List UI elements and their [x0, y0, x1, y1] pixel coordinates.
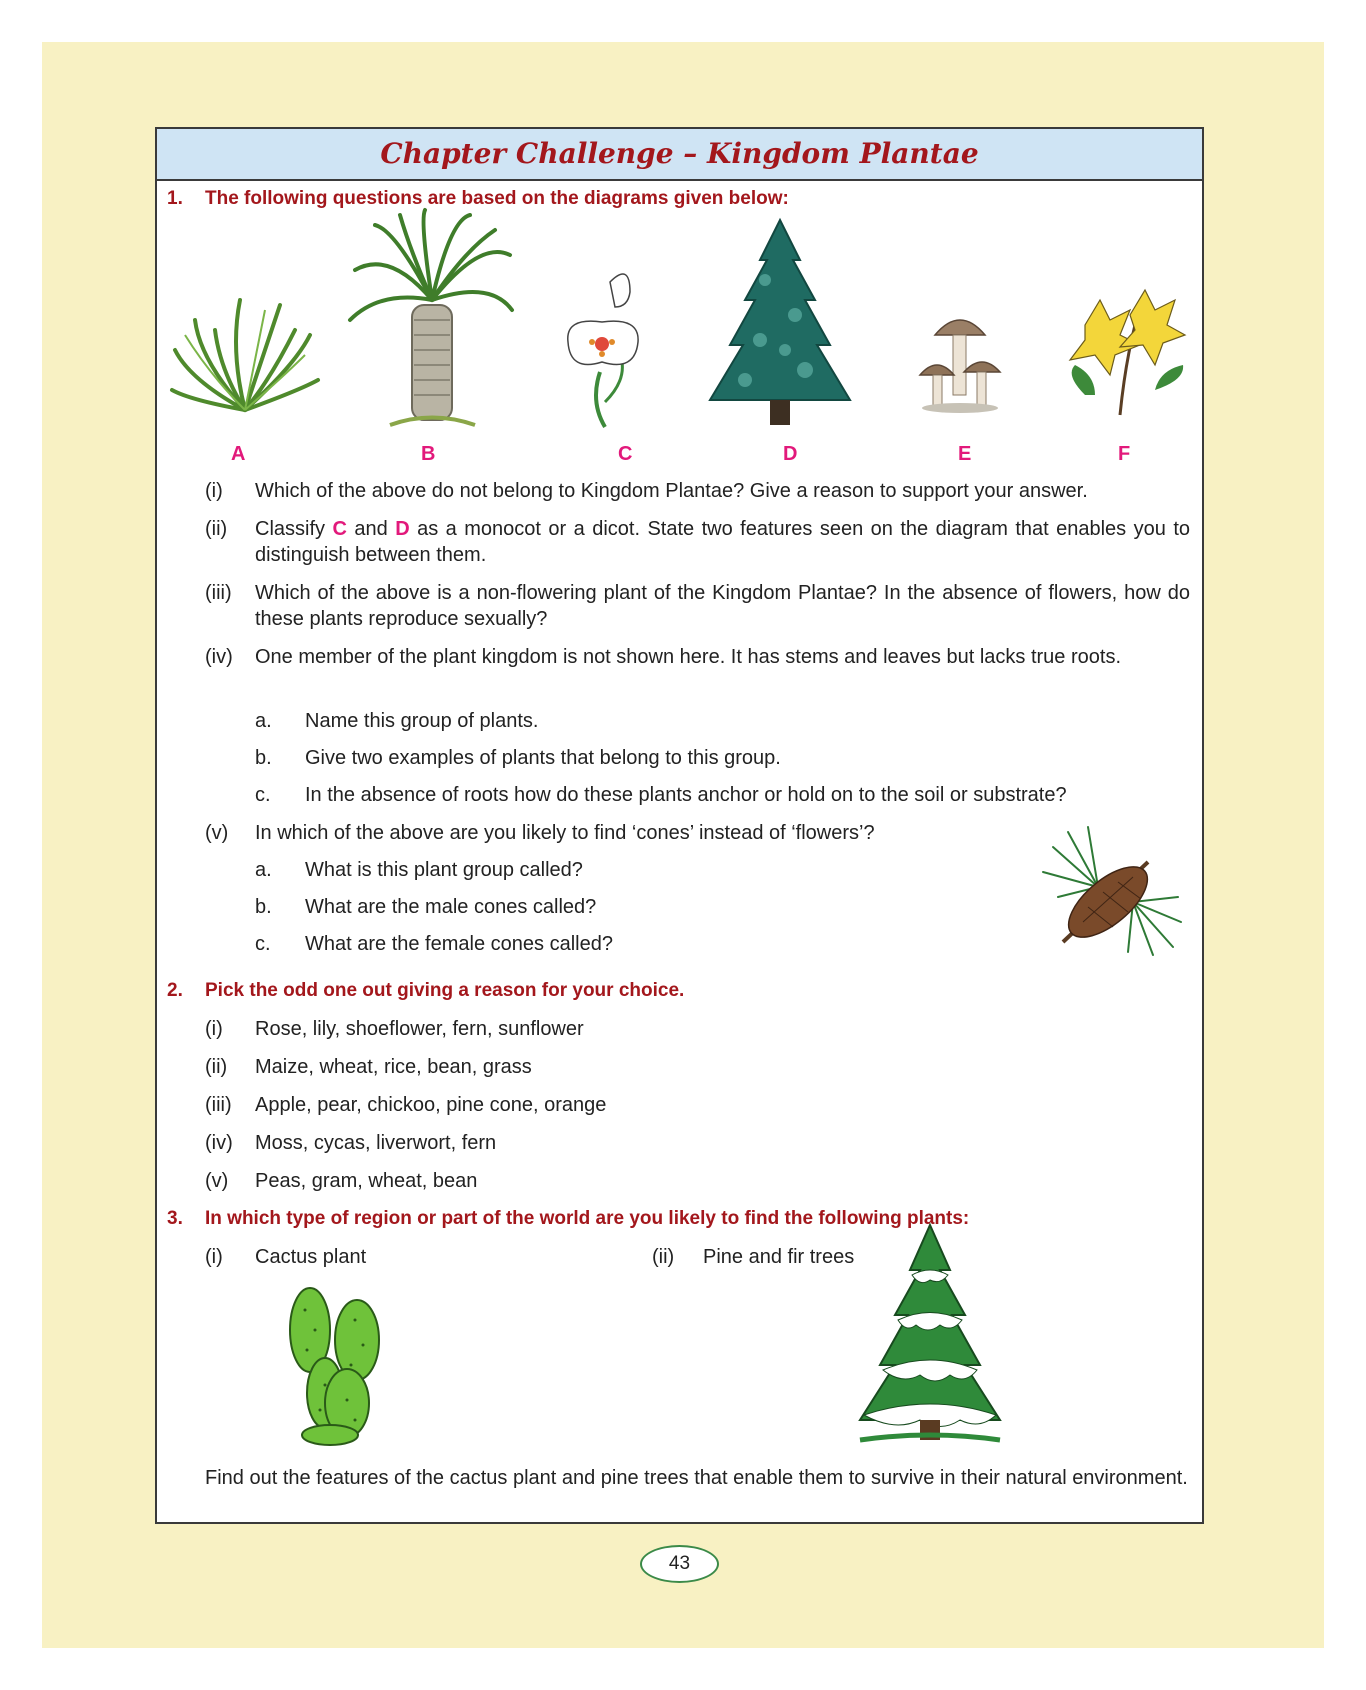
lily-flower-illustration — [560, 262, 645, 432]
sub-item-letter: c. — [255, 784, 271, 806]
q1-item-num: (iv) — [205, 646, 233, 668]
conifer-tree-illustration — [705, 220, 855, 430]
sub-item-text: What are the female cones called? — [305, 933, 613, 955]
q2-item-text: Moss, cycas, liverwort, fern — [255, 1132, 497, 1154]
q1-item-num: (v) — [205, 822, 229, 844]
q1-heading: The following questions are based on the diagrams given below: — [205, 188, 789, 209]
plant-label-e: E — [958, 443, 972, 465]
sub-item-letter: c. — [255, 933, 271, 955]
q3-heading: In which type of region or part of the world are you likely to find the following plants: — [205, 1208, 970, 1229]
q3-item-num: (i) — [205, 1246, 223, 1268]
plant-label-d: D — [783, 443, 798, 465]
mushroom-illustration — [920, 310, 1000, 420]
q2-item-text: Peas, gram, wheat, bean — [255, 1170, 478, 1192]
q2-item-num: (ii) — [205, 1056, 228, 1078]
q1-item-text: Which of the above is a non-flowering plant of the Kingdom Plantae? In the absence of flowers, how do these plants reproduce sexually? — [255, 582, 1190, 630]
q2-item-num: (v) — [205, 1170, 229, 1192]
q3-footer-text: Find out the features of the cactus plant and pine trees that enable them to survive in their natural environment. — [205, 1467, 1188, 1489]
sub-item-text: Name this group of plants. — [305, 710, 539, 732]
cycas-illustration — [350, 210, 515, 430]
q2-item-text: Apple, pear, chickoo, pine cone, orange — [255, 1094, 607, 1116]
q2-item-text: Rose, lily, shoeflower, fern, sunflower — [255, 1018, 584, 1040]
fern-illustration — [170, 290, 320, 420]
q1-item-text: Which of the above do not belong to Kingdom Plantae? Give a reason to support your answer. — [255, 480, 1088, 502]
cactus-illustration — [285, 1285, 385, 1440]
q1-item-text: In which of the above are you likely to find ‘cones’ instead of ‘flowers’? — [255, 822, 875, 844]
q2-item-num: (i) — [205, 1018, 223, 1040]
q3-item-text: Pine and fir trees — [703, 1246, 855, 1268]
yellow-flower-illustration — [1055, 285, 1190, 420]
plant-label-c: C — [618, 443, 633, 465]
q1-item-num: (i) — [205, 480, 223, 502]
sub-item-text: Give two examples of plants that belong to this group. — [305, 747, 781, 769]
page-title: Chapter Challenge – Kingdom Plantae — [380, 137, 979, 170]
q1-number: 1. — [167, 188, 183, 209]
q2-item-num: (iv) — [205, 1132, 233, 1154]
page-number: 43 — [640, 1545, 719, 1583]
q3-item-num: (ii) — [652, 1246, 675, 1268]
q2-item-text: Maize, wheat, rice, bean, grass — [255, 1056, 532, 1078]
sub-item-text: What are the male cones called? — [305, 896, 597, 918]
highlight-d: D — [395, 518, 410, 540]
sub-item-letter: a. — [255, 710, 272, 732]
snowy-pine-illustration — [840, 1225, 1020, 1455]
q1-item-text: One member of the plant kingdom is not shown here. It has stems and leaves but lacks true roots. — [255, 646, 1121, 668]
plant-label-b: B — [421, 443, 436, 465]
pine-cone-illustration — [1043, 827, 1183, 957]
title-banner — [157, 129, 1202, 181]
sub-item-letter: b. — [255, 747, 272, 769]
q3-number: 3. — [167, 1208, 183, 1229]
q1-item-num: (iii) — [205, 582, 232, 604]
q2-number: 2. — [167, 980, 183, 1001]
highlight-c: C — [332, 518, 347, 540]
q2-item-num: (iii) — [205, 1094, 232, 1116]
sub-item-letter: a. — [255, 859, 272, 881]
plant-label-f: F — [1118, 443, 1131, 465]
q3-item-text: Cactus plant — [255, 1246, 367, 1268]
q2-heading: Pick the odd one out giving a reason for your choice. — [205, 980, 685, 1001]
plant-label-a: A — [231, 443, 246, 465]
sub-item-letter: b. — [255, 896, 272, 918]
q1-item-text: Classify C and D as a monocot or a dicot. State two features seen on the diagram that enables you to distinguish between them. — [255, 518, 1190, 566]
q1-item-num: (ii) — [205, 518, 228, 540]
sub-item-text: In the absence of roots how do these plants anchor or hold on to the soil or substrate? — [305, 784, 1067, 806]
sub-item-text: What is this plant group called? — [305, 859, 583, 881]
